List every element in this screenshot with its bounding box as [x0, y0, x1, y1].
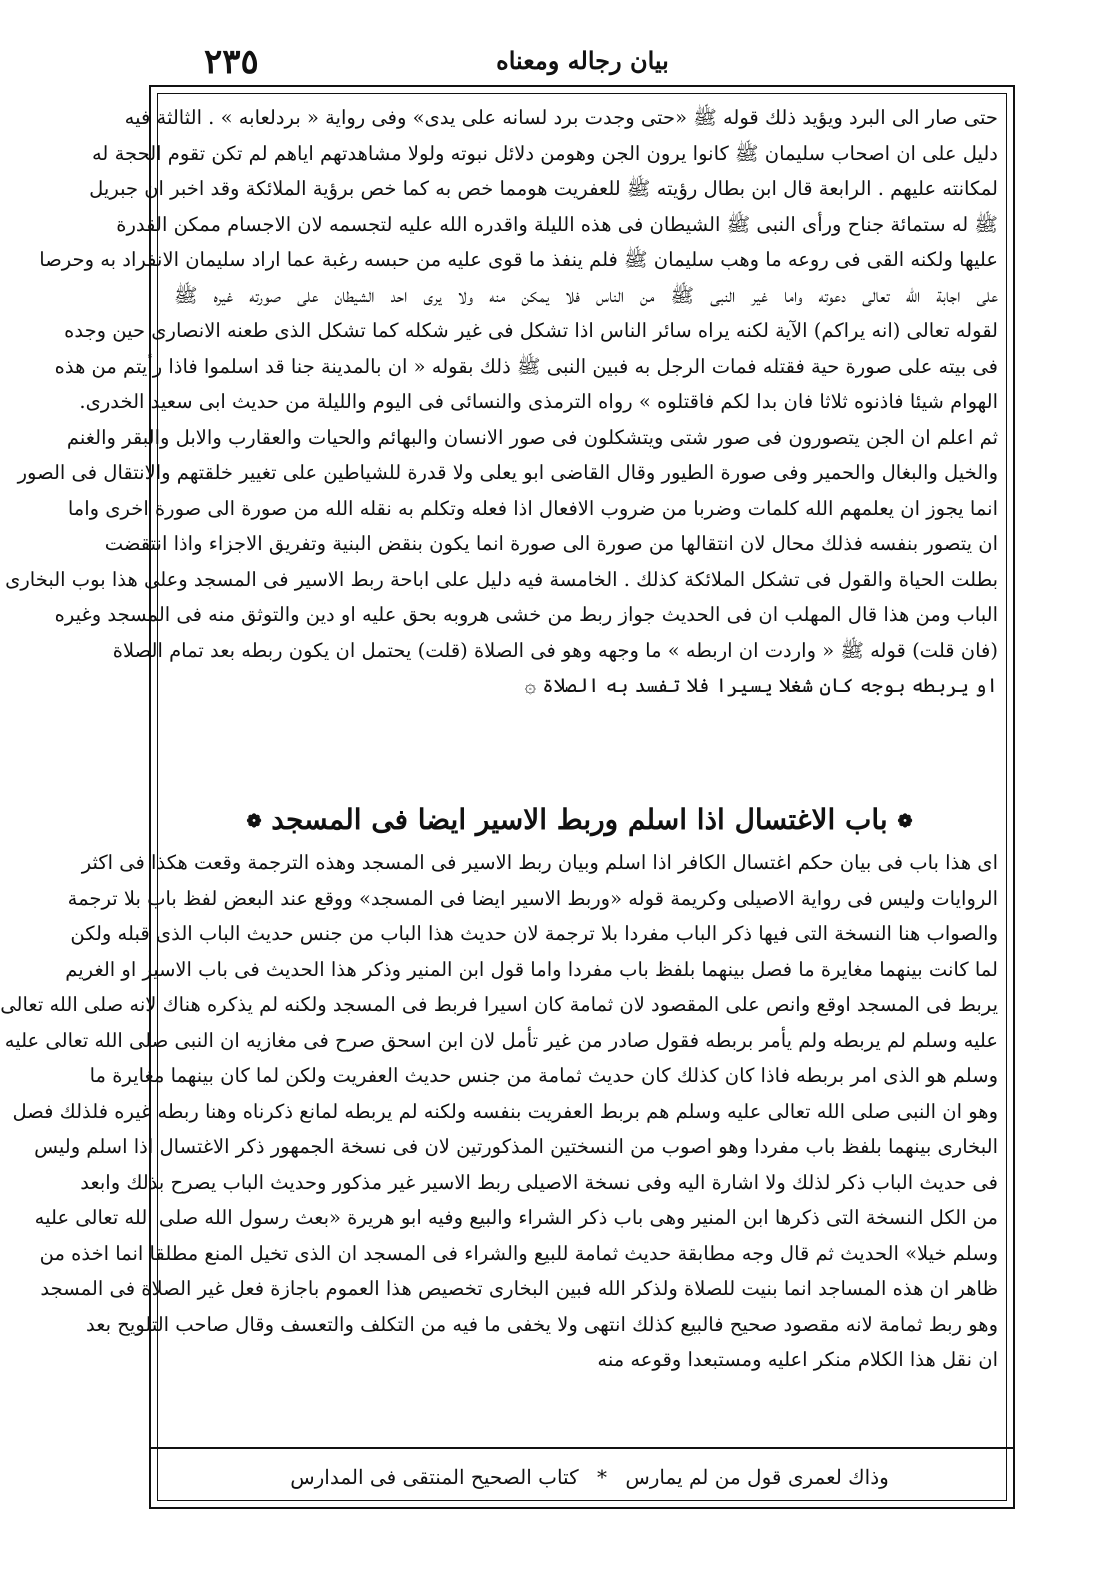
text-line: على اجابة الله تعالى دعوته واما غير النبى ﷺ من الناس فلا يمكن منه ولا يرى احد الشيطان على صورته غيره ﷺ [174, 283, 998, 307]
text-line: او يربطه بوجه كان شغلا يسيرا فلا تفسد به الصلاة ۞ [524, 674, 998, 697]
text-line: الهوام شيئا فاذنوه ثلاثا فان بدا لكم فاقتلوه » رواه الترمذى والنسائى فى اليوم والليلة من حديث ابى سعيد الخدرى. [79, 390, 998, 413]
text-line: الروايات وليس فى رواية الاصيلى وكريمة قوله «وربط الاسير ايضا فى المسجد» ووقع عند البعض لفظ باب بلا ترجمة [67, 886, 998, 910]
page-number: ٢٣٥ [204, 42, 259, 82]
text-line: فى حديث الباب ذكر لذلك ولا اشارة اليه وفى نسخة الاصيلى ربط الاسير غير مذكور وحديث الباب يصرح بذلك وابعد [80, 1170, 998, 1194]
commentary-section-one [5, 100, 998, 704]
text-line: ثم اعلم ان الجن يتصورون فى صور شتى ويتشكلون فى صور الانسان والبهائم والحيات والعقارب والابل والبقر والغنم [66, 425, 998, 449]
text-line: لمكانته عليهم . الرابعة قال ابن بطال رؤيته ﷺ للعفريت هومما خص به كما خص برؤية الملائكة وقد اخبر ان جبريل [89, 177, 998, 200]
text-line: ظاهر ان هذه المساجد انما بنيت للصلاة ولذكر الله فبين البخارى تخصيص هذا العموم باجازة فعل غير الصلاة فى المسجد [40, 1277, 998, 1300]
text-line: اى هذا باب فى بيان حكم اغتسال الكافر اذا اسلم وبيان ربط الاسير فى المسجد وهذه الترجمة وقعت هكذا فى اكثر [81, 851, 998, 874]
text-line: ﷺ له ستمائة جناح ورأى النبى ﷺ الشيطان فى هذه الليلة واقدره الله عليه لتجسمه لان الاجسام ممكن القدرة [116, 212, 998, 236]
chapter-heading-text: باب الاغتسال اذا اسلم وربط الاسير ايضا فى المسجد [271, 803, 888, 836]
text-line: حتى صار الى البرد ويؤيد ذلك قوله ﷺ «حتى وجدت برد لسانه على يدى» وفى رواية « بردلعابه » . الثالثة فيه [124, 106, 998, 129]
text-line: الباب ومن هذا قال المهلب ان فى الحديث جواز ربط من خشى هروبه بحق عليه او دين والتوثق منه فى المسجد وغيره [54, 603, 998, 626]
verse-separator: * [596, 1465, 607, 1489]
text-line: من الكل النسخة التى ذكرها ابن المنير وهى باب ذكر الشراء والبيع وفيه ابو هريرة «بعث رسول الله صلى الله تعالى عليه [34, 1206, 998, 1229]
verse-first-hemistich: وذاك لعمرى قول من لم يمارس [625, 1465, 889, 1489]
text-line: دليل على ان اصحاب سليمان ﷺ كانوا يرون الجن وهومن دلائل نبوته ولولا مشاهدتهم اياهم لم تكن تقوم الحجة له [91, 141, 998, 165]
text-line: بطلت الحياة والقول فى تشكل الملائكة كذلك . الخامسة فيه دليل على اباحة ربط الاسير فى المسجد وعلى هذا بوب البخارى [5, 567, 998, 591]
text-line: ان يتصور بنفسه فذلك محال لان انتقالها من صورة الى صورة انما يكون بنقض البنية وتفريق الاجزاء واذا انتقضت [104, 532, 998, 555]
ornament-left-icon: ❁ [246, 810, 262, 832]
chapter-heading [206, 795, 953, 845]
verse-second-hemistich: كتاب الصحيح المنتقى فى المدارس [290, 1465, 579, 1489]
text-line: البخارى بينهما بلفظ باب مفردا وهو اصوب من النسختين المذكورتين لان فى نسخة الجمهور ذكر الاغتسال اذا اسلم وليس [34, 1135, 998, 1158]
text-line: وهو ان النبى صلى الله تعالى عليه وسلم هم بربط العفريت بنفسه ولكنه لم يربطه لمانع ذكرناه وهنا ربطه غيره فلذلك فصل [12, 1099, 998, 1123]
text-line: عليه وسلم لم يربطه ولم يأمر بربطه فقول صادر من غير تأمل لان ابن اسحق صرح فى مغازيه ان النبى صلى الله تعالى عليه [4, 1028, 998, 1052]
ornament-right-icon: ❁ [897, 810, 913, 832]
text-line: والخيل والبغال والحمير وفى صورة الطيور وقال القاضى ابو يعلى ولا قدرة للشياطين على تغيير خلقتهم والانتقال فى الصور [17, 461, 998, 484]
text-line: ان نقل هذا الكلام منكر اعليه ومستبعدا وقوعه منه [597, 1348, 998, 1371]
text-line: والصواب هنا النسخة التى فيها ذكر الباب مفردا بلا ترجمة لان حديث هذا الباب من جنس حديث الباب الذى قبله ولكن [70, 922, 998, 945]
running-title: بيان رجاله ومعناه [496, 46, 669, 75]
text-line: لما كانت بينهما مغايرة ما فصل بينهما بلفظ باب مفردا واما قول ابن المنير وذكر هذا الحديث فى باب الاسير او الغريم [65, 957, 998, 981]
text-line: وهو ربط ثمامة لانه مقصود صحيح فالبيع كذلك انتهى ولا يخفى ما فيه من التكلف والتعسف وقال صاحب التلويح بعد [86, 1312, 998, 1336]
text-line: انما يجوز ان يعلمهم الله كلمات وضربا من ضروب الافعال اذا فعله وتكلم به نقله الله من صورة الى صورة اخرى واما [67, 496, 998, 520]
text-line: فى بيته على صورة حية فقتله فمات الرجل به فبين النبى ﷺ ذلك بقوله « ان بالمدينة جنا قد اسلموا فاذا رأيتم من هذه [54, 354, 998, 378]
text-line: وسلم خيلا» الحديث ثم قال وجه مطابقة حديث ثمامة للبيع والشراء فى المسجد ان الذى تخيل المنع مطلقا انما اخذه من [39, 1241, 998, 1265]
text-line: وسلم هو الذى امر بربطه فاذا كان كذلك كان حديث ثمامة من جنس حديث العفريت ولكن لما كان بينهما مغايرة ما [89, 1064, 998, 1087]
page-header [152, 38, 1013, 84]
text-line: عليها ولكنه القى فى روعه ما وهب سليمان ﷺ فلم ينفذ ما قوى عليه من حبسه رغبة عما اراد سليمان الانفراد به وحرصا [39, 248, 998, 271]
footer-divider-rule [151, 1447, 1013, 1449]
commentary-section-two [0, 845, 998, 1378]
closing-verse [186, 1457, 993, 1497]
text-line: (فان قلت) قوله ﷺ « واردت ان اربطه » ما وجهه وهو فى الصلاة (قلت) يحتمل ان يكون ربطه بعد تمام الصلاة [112, 638, 998, 662]
text-line: يربط فى المسجد اوقع وانص على المقصود لان ثمامة كان اسيرا فربط فى المسجد ولكنه لم يذكره هناك لانه صلى الله تعالى [0, 993, 998, 1016]
text-line: لقوله تعالى (انه يراكم) الآية لكنه يراه سائر الناس اذا تشكل فى غير شكله كما تشكل الذى طعنه الانصارى حين وجده [64, 319, 998, 342]
